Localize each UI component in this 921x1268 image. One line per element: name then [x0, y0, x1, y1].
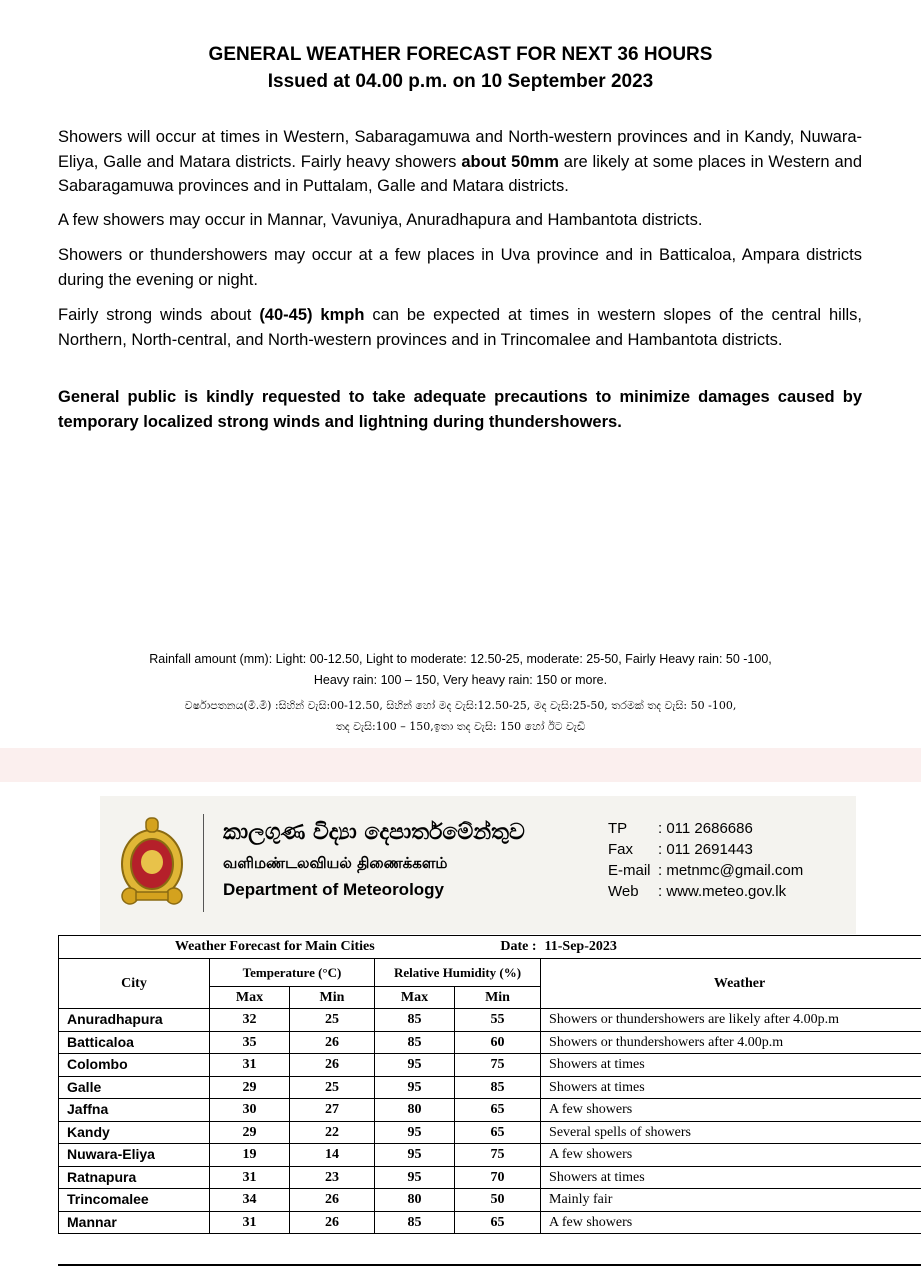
- rh-min-cell: 55: [455, 1009, 541, 1032]
- col-rh-max: Max: [375, 986, 455, 1009]
- table-caption: Weather Forecast for Main Cities: [59, 936, 455, 959]
- rh-min-cell: 65: [455, 1121, 541, 1144]
- weather-cell: Showers or thundershowers are likely after 4.00p.m: [541, 1009, 921, 1032]
- col-city: City: [59, 958, 210, 1009]
- p1-text-a: Showers will occur at times in Western, Sabaragamuwa and North-western provinces and in Kandy, Nuwara-Eliya, Galle and Matara districts. Fairly heavy showers: [58, 128, 862, 171]
- rh-min-cell: 70: [455, 1166, 541, 1189]
- department-header: [100, 796, 856, 934]
- city-cell: Ratnapura: [59, 1166, 210, 1189]
- dept-name-english: Department of Meteorology: [223, 880, 445, 899]
- paragraph-precautions: General public is kindly requested to take adequate precautions to minimize damages caused by temporary localized strong winds and lightning during thundershowers.: [58, 388, 862, 431]
- rh-max-cell: 80: [375, 1099, 455, 1122]
- rainfall-legend-en-line2: Heavy rain: 100 – 150, Very heavy rain: 150 or more.: [313, 673, 608, 687]
- rh-max-cell: 95: [375, 1076, 455, 1099]
- rh-min-cell: 65: [455, 1099, 541, 1122]
- rh-max-cell: 95: [375, 1144, 455, 1167]
- table-row: [59, 1054, 921, 1077]
- date-value: 11-Sep-2023: [541, 936, 921, 959]
- city-cell: Anuradhapura: [59, 1009, 210, 1032]
- p1-text-c: are likely at some places in Western and Sabaragamuwa provinces and in Puttalam, Galle and Matara districts.: [58, 152, 862, 195]
- contact-key: E-mail: [608, 862, 651, 879]
- city-cell: Nuwara-Eliya: [59, 1144, 210, 1167]
- city-cell: Jaffna: [59, 1099, 210, 1122]
- weather-cell: Several spells of showers: [541, 1121, 921, 1144]
- contact-value: : 011 2686686: [658, 820, 753, 837]
- rh-min-cell: 60: [455, 1031, 541, 1054]
- paragraph-winds: [58, 303, 862, 352]
- temp-min-cell: 26: [290, 1189, 375, 1212]
- temp-min-cell: 23: [290, 1166, 375, 1189]
- p4-text-a: Fairly strong winds about: [58, 306, 260, 324]
- contact-block: [608, 818, 803, 902]
- table-row: [59, 1211, 921, 1234]
- temp-min-cell: 14: [290, 1144, 375, 1167]
- contact-value: : 011 2691443: [658, 841, 753, 858]
- temp-max-cell: 29: [210, 1076, 290, 1099]
- weather-cell: Mainly fair: [541, 1189, 921, 1212]
- table-row: [59, 1144, 921, 1167]
- temp-max-cell: 32: [210, 1009, 290, 1032]
- p4-text-b: (40-45) kmph: [259, 306, 365, 324]
- city-cell: Trincomalee: [59, 1189, 210, 1212]
- contact-row-web: [608, 881, 803, 902]
- weather-cell: A few showers: [541, 1211, 921, 1234]
- city-cell: Colombo: [59, 1054, 210, 1077]
- temp-min-cell: 26: [290, 1211, 375, 1234]
- rh-max-cell: 85: [375, 1009, 455, 1032]
- weather-cell: Showers at times: [541, 1076, 921, 1099]
- temp-min-cell: 27: [290, 1099, 375, 1122]
- city-forecast-table: [58, 935, 921, 1234]
- contact-row-tp: [608, 818, 803, 839]
- p1-text-b: about 50mm: [461, 152, 559, 171]
- rh-min-cell: 50: [455, 1189, 541, 1212]
- rainfall-legend-si-line1: වර්ෂාපතනය(මි.මී) :සිහින් වැසි:00-12.50, සිහින් හෝ මද වැසි:12.50-25, මද වැසි:25-50, තරමක් තද වැසි: 50 -100,: [184, 699, 737, 712]
- col-temp-max: Max: [210, 986, 290, 1009]
- temp-max-cell: 19: [210, 1144, 290, 1167]
- paragraph-showers: [58, 125, 862, 199]
- table-row: [59, 1009, 921, 1032]
- dept-name-sinhala: කාලගුණ විද්‍යා දෙපාර්තමේන්තුව: [223, 820, 525, 845]
- temp-max-cell: 34: [210, 1189, 290, 1212]
- p4-text-c: can be expected at times in western slopes of the central hills, Northern, North-central, and North-western provinces and in Trincomalee and Hambantota districts.: [58, 306, 862, 349]
- weather-cell: A few showers: [541, 1099, 921, 1122]
- city-forecast-page: [0, 782, 921, 1268]
- temp-max-cell: 30: [210, 1099, 290, 1122]
- table-header-row: [59, 958, 921, 986]
- table-row: [59, 1189, 921, 1212]
- header-divider: [203, 814, 204, 912]
- forecast-title: GENERAL WEATHER FORECAST FOR NEXT 36 HOURS: [208, 44, 713, 65]
- page-separator: [0, 748, 921, 782]
- temp-min-cell: 26: [290, 1054, 375, 1077]
- rh-max-cell: 95: [375, 1054, 455, 1077]
- table-row: [59, 1076, 921, 1099]
- rh-max-cell: 95: [375, 1166, 455, 1189]
- weather-cell: Showers at times: [541, 1166, 921, 1189]
- contact-row-fax: [608, 839, 803, 860]
- paragraph-few-showers: A few showers may occur in Mannar, Vavuniya, Anuradhapura and Hambantota districts.: [58, 211, 703, 229]
- temp-min-cell: 26: [290, 1031, 375, 1054]
- table-row: [59, 1099, 921, 1122]
- rh-min-cell: 85: [455, 1076, 541, 1099]
- table-row: [59, 1166, 921, 1189]
- weather-cell: Showers at times: [541, 1054, 921, 1077]
- col-humidity: Relative Humidity (%): [375, 958, 541, 986]
- temp-max-cell: 31: [210, 1211, 290, 1234]
- table-row: [59, 1031, 921, 1054]
- weather-cell: Showers or thundershowers after 4.00p.m: [541, 1031, 921, 1054]
- rh-min-cell: 75: [455, 1054, 541, 1077]
- contact-row-email: [608, 860, 803, 881]
- rainfall-legend-si-line2: තද වැසි:100 – 150,ඉතා තද වැසි: 150 හෝ ඊට වැඩි: [335, 720, 586, 733]
- col-weather: Weather: [541, 958, 921, 1009]
- contact-value: : www.meteo.gov.lk: [658, 883, 787, 900]
- rh-max-cell: 85: [375, 1211, 455, 1234]
- city-cell: Galle: [59, 1076, 210, 1099]
- temp-min-cell: 22: [290, 1121, 375, 1144]
- table-caption-row: [59, 936, 921, 959]
- city-cell: Kandy: [59, 1121, 210, 1144]
- rainfall-legend-si: [0, 695, 921, 737]
- temp-min-cell: 25: [290, 1076, 375, 1099]
- city-cell: Mannar: [59, 1211, 210, 1234]
- date-label: Date :: [455, 936, 541, 959]
- paragraph-thundershowers: Showers or thundershowers may occur at a few places in Uva province and in Batticaloa, Ampara districts during the evening or night.: [58, 246, 862, 289]
- contact-key: Fax: [608, 841, 634, 858]
- temp-max-cell: 31: [210, 1166, 290, 1189]
- contact-key: Web: [608, 883, 639, 900]
- col-rh-min: Min: [455, 986, 541, 1009]
- contact-key: TP: [608, 820, 628, 837]
- emblem-logo-icon: [118, 814, 186, 908]
- temp-max-cell: 31: [210, 1054, 290, 1077]
- issued-line: Issued at 04.00 p.m. on 10 September 2023: [267, 71, 654, 92]
- temp-min-cell: 25: [290, 1009, 375, 1032]
- weather-cell: A few showers: [541, 1144, 921, 1167]
- rh-max-cell: 80: [375, 1189, 455, 1212]
- rh-max-cell: 85: [375, 1031, 455, 1054]
- table-row: [59, 1121, 921, 1144]
- col-temp-min: Min: [290, 986, 375, 1009]
- rh-max-cell: 95: [375, 1121, 455, 1144]
- rh-min-cell: 65: [455, 1211, 541, 1234]
- rainfall-legend-en: [0, 649, 921, 691]
- temp-max-cell: 29: [210, 1121, 290, 1144]
- rh-min-cell: 75: [455, 1144, 541, 1167]
- col-temperature: Temperature (°C): [210, 958, 375, 986]
- dept-name-tamil: வளிமண்டலவியல் திணைக்களம்: [223, 854, 448, 872]
- contact-value: : metnmc@gmail.com: [658, 862, 804, 879]
- bottom-rule: [58, 1264, 921, 1266]
- temp-max-cell: 35: [210, 1031, 290, 1054]
- table-body: [59, 1009, 921, 1234]
- rainfall-legend-en-line1: Rainfall amount (mm): Light: 00-12.50, Light to moderate: 12.50-25, moderate: 25-50, Fairly Heavy rain: 50 -100,: [149, 652, 772, 666]
- city-cell: Batticaloa: [59, 1031, 210, 1054]
